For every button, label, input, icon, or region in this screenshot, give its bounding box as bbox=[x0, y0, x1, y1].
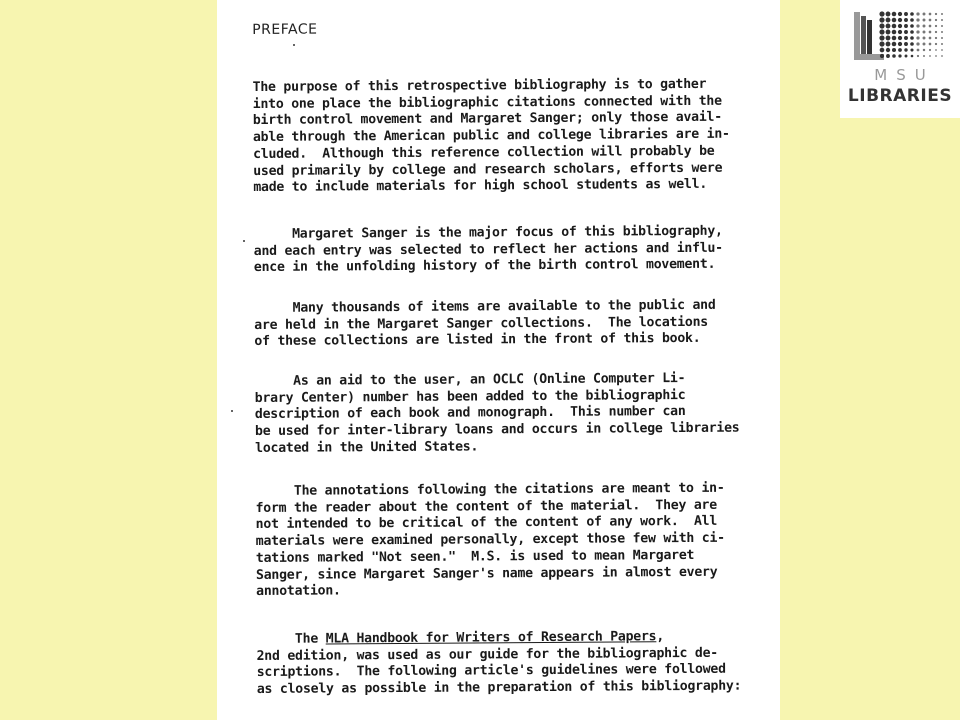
logo-dot bbox=[892, 48, 896, 52]
paragraph-6-rest: , 2nd edition, was used as our guide for the bibliographic de- scriptions. The following article's guidelines were followed as closely as possible in the preparation of this bibliography: bbox=[256, 629, 742, 698]
logo-dot bbox=[910, 12, 914, 16]
logo-dot bbox=[941, 31, 943, 33]
scan-speck bbox=[231, 410, 233, 412]
page-heading: PREFACE bbox=[252, 21, 318, 38]
library-books-icon bbox=[852, 10, 948, 66]
paragraph-6 bbox=[256, 628, 776, 698]
logo-dot bbox=[886, 42, 891, 47]
logo-dot bbox=[904, 12, 908, 16]
logo-dot bbox=[923, 13, 926, 16]
logo-dot bbox=[923, 19, 926, 22]
mla-handbook-title: MLA Handbook for Writers of Research Papers bbox=[325, 629, 657, 647]
logo-dot bbox=[892, 54, 896, 58]
logo-dot bbox=[879, 11, 884, 16]
scan-speck bbox=[243, 240, 245, 242]
logo-dot bbox=[910, 42, 914, 46]
document-page bbox=[217, 0, 780, 720]
logo-dot bbox=[905, 55, 908, 58]
logo-dot bbox=[917, 55, 919, 57]
logo-dot bbox=[929, 31, 932, 34]
logo-dot bbox=[904, 18, 908, 22]
logo-dot bbox=[916, 24, 919, 27]
logo-dot bbox=[879, 29, 884, 34]
paragraph-1: The purpose of this retrospective bibliography is to gather into one place the bibliographic citations connected with the birth control movement and Margaret Sanger; only those avail- able through the American public and college libraries are in- cluded. Although this reference collection will probably be used primarily by college and research scholars, efforts were made to include materials for high school students as well. bbox=[252, 76, 730, 196]
logo-dot bbox=[941, 37, 943, 39]
msu-libraries-logo bbox=[840, 0, 960, 118]
logo-dot bbox=[941, 19, 943, 21]
logo-dot bbox=[892, 42, 897, 47]
logo-dot bbox=[898, 42, 902, 46]
logo-dot bbox=[923, 31, 926, 34]
logo-dot bbox=[910, 48, 913, 51]
logo-dot bbox=[880, 48, 885, 53]
paragraph-3: Many thousands of items are available to the public and are held in the Margaret Sanger collections. The locations of these collections are listed in the front of this book. bbox=[254, 297, 716, 350]
logo-dot bbox=[904, 24, 908, 28]
logo-dot bbox=[929, 37, 932, 40]
logo-dot bbox=[892, 36, 897, 41]
logo-dot bbox=[886, 36, 891, 41]
logo-dot bbox=[935, 55, 937, 57]
logo-dot bbox=[929, 13, 932, 16]
logo-dot bbox=[910, 36, 914, 40]
logo-dot bbox=[886, 18, 891, 23]
logo-dot bbox=[917, 49, 920, 52]
paragraph-4: As an aid to the user, an OCLC (Online Computer Li- brary Center) number has been added to the bibliographic description of each book and monograph. This number can be used for inter-library loans and occurs in college libraries located in the United States. bbox=[254, 370, 740, 456]
logo-dot bbox=[886, 48, 890, 52]
logo-dot bbox=[929, 43, 932, 46]
logo-dot bbox=[898, 30, 902, 34]
logo-dot bbox=[941, 43, 943, 45]
logo-dot bbox=[886, 54, 890, 58]
logo-dot bbox=[916, 12, 919, 15]
logo-dot bbox=[879, 35, 884, 40]
logo-dot bbox=[879, 17, 884, 22]
logo-dot bbox=[923, 55, 925, 57]
logo-dot bbox=[904, 42, 908, 46]
logo-dot bbox=[892, 12, 897, 17]
logo-dot bbox=[941, 49, 943, 51]
logo-dot bbox=[892, 18, 897, 23]
logo-dot bbox=[923, 49, 925, 51]
logo-dot bbox=[923, 25, 926, 28]
logo-dot bbox=[898, 48, 902, 52]
logo-dot bbox=[898, 18, 902, 22]
logo-dot bbox=[929, 25, 932, 28]
logo-dot bbox=[880, 54, 884, 58]
logo-dot bbox=[898, 24, 902, 28]
logo-dot bbox=[911, 55, 914, 58]
logo-dot bbox=[879, 41, 884, 46]
logo-dot bbox=[892, 24, 897, 29]
scan-speck bbox=[293, 44, 295, 46]
logo-dot bbox=[904, 30, 908, 34]
logo-dot bbox=[941, 13, 943, 15]
logo-dot bbox=[929, 49, 931, 51]
logo-dot bbox=[935, 43, 937, 45]
logo-dot bbox=[910, 30, 914, 34]
logo-dot bbox=[879, 23, 884, 28]
paragraph-2: Margaret Sanger is the major focus of this bibliography, and each entry was selected to reflect her actions and influ- ence in the unfolding history of the birth control movement. bbox=[253, 223, 723, 276]
logo-dot bbox=[898, 36, 902, 40]
logo-dot bbox=[904, 48, 907, 51]
logo-dot bbox=[916, 18, 919, 21]
logo-dot bbox=[935, 25, 937, 27]
logo-dot bbox=[923, 37, 926, 40]
logo-dot bbox=[935, 13, 937, 15]
logo-dot bbox=[929, 55, 931, 57]
logo-dot bbox=[886, 12, 891, 17]
logo-dot bbox=[935, 31, 937, 33]
logo-dot bbox=[941, 25, 943, 27]
logo-dot bbox=[923, 43, 926, 46]
paragraph-6-lead: The bbox=[256, 631, 326, 647]
logo-dot bbox=[904, 36, 908, 40]
logo-dot bbox=[935, 19, 937, 21]
logo-dot bbox=[929, 19, 932, 22]
logo-dot bbox=[941, 55, 943, 57]
logo-line-msu: MSU bbox=[874, 66, 935, 84]
logo-dot bbox=[898, 54, 901, 57]
logo-dot bbox=[935, 37, 937, 39]
logo-dot bbox=[916, 36, 919, 39]
paragraph-5: The annotations following the citations are meant to in- form the reader about the content of the material. They are not intended to be critical of the content of any work. All materials were examined personally, except those few with ci- tations marked "Not seen." M.S. is used to mean Margaret Sanger, since Margaret Sanger's name appears in almost every annotation. bbox=[255, 480, 725, 600]
logo-line-libraries: LIBRARIES bbox=[847, 86, 953, 106]
logo-dot bbox=[886, 30, 891, 35]
logo-dot bbox=[898, 12, 902, 16]
logo-dot bbox=[910, 24, 914, 28]
logo-dot bbox=[886, 24, 891, 29]
logo-dot bbox=[916, 42, 919, 45]
logo-dot bbox=[892, 30, 897, 35]
logo-dot bbox=[916, 30, 919, 33]
logo-dot bbox=[910, 18, 914, 22]
logo-dot bbox=[935, 49, 937, 51]
